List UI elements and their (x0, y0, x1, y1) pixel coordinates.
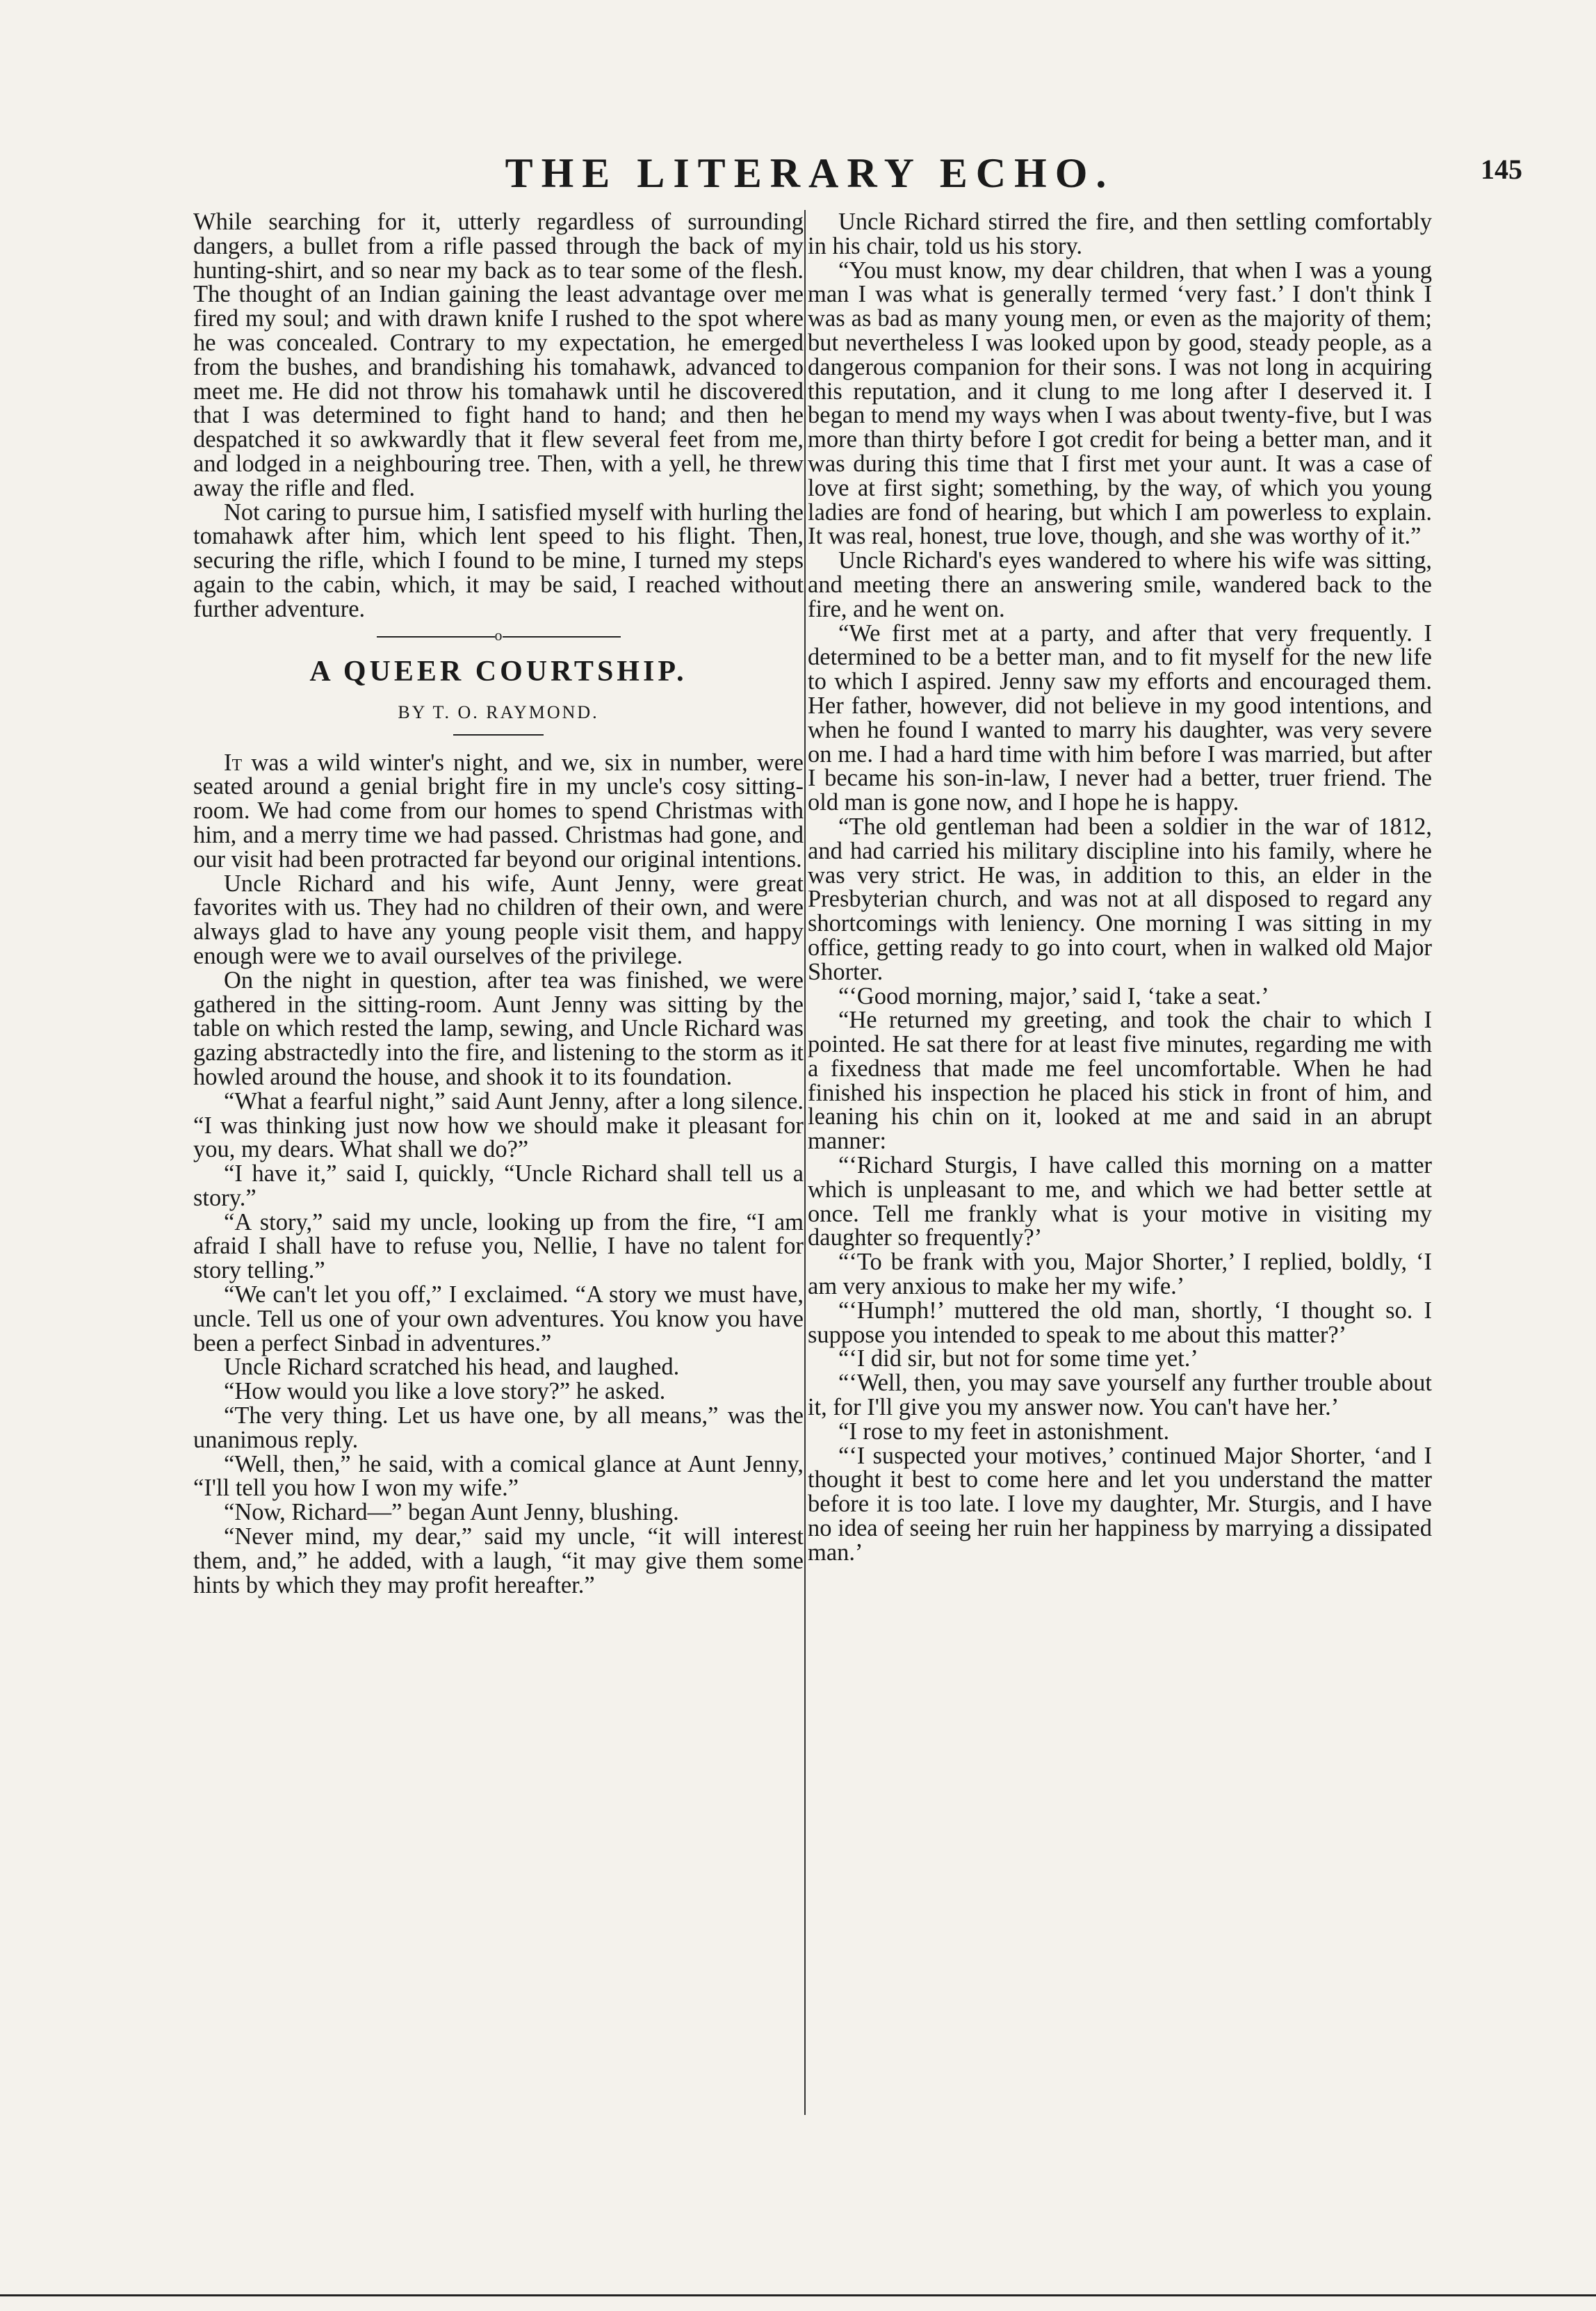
page-number: 145 (1481, 154, 1522, 185)
paragraph: “‘I did sir, but not for some time yet.’ (838, 1345, 1198, 1372)
paragraph: “We can't let you off,” I exclaimed. “A story we must have, uncle. Tell us one of your own adventures. You know you have been a perfect Sinbad in adventures.” (193, 1281, 804, 1356)
paragraph: “The old gentleman had been a soldier in the war of 1812, and had carried his military discipline into his family, where he was very strict. He was, in addition to this, an elder in the Presbyterian church, and was not at all disposed to regard any shortcomings with leniency. One morning I was sitting in my office, getting ready to go into court, when in walked old Major Shorter. (808, 813, 1432, 985)
scan-edge-rule (0, 2294, 1596, 2296)
paragraph: “The very thing. Let us have one, by all means,” was the unanimous reply. (193, 1402, 804, 1453)
opening-text: was a wild winter's night, and we, six in number, were seated around a genial bright fire in my uncle's cosy sitting-room. We had come from our homes to spend Christmas with him, and a merry time we had passed. Christmas had gone, and our visit had been protracted far beyond our original intentions. (193, 749, 804, 873)
story-byline: BY T. O. RAYMOND. (398, 702, 599, 722)
paragraph: “‘Humph!’ muttered the old man, shortly, ‘I thought so. I suppose you intended to speak to me about this matter?’ (808, 1297, 1432, 1348)
story-title: A QUEER COURTSHIP. (309, 655, 687, 688)
paragraph: On the night in question, after tea was finished, we were gathered in the sitting-room. Aunt Jenny was sitting by the table on which rested the lamp, sewing, and Uncle Richard was gazing abstractedly into the fire, and listening to the storm as it howled around the house, and shook it to its foundation. (193, 966, 804, 1090)
paragraph: Uncle Richard stirred the fire, and then settling comfortably in his chair, told us his story. (808, 209, 1432, 259)
paragraph: Not caring to pursue him, I satisfied myself with hurling the tomahawk after him, which lent speed to his flight. Then, securing the rifle, which I found to be mine, I turned my steps again to the cabin, which, it may be said, I reached without further adventure. (193, 498, 804, 622)
column-divider (804, 210, 806, 2115)
paragraph: “‘I suspected your motives,’ continued Major Shorter, ‘and I thought it best to come here and let you understand the matter before it is too late. I love my daughter, Mr. Sturgis, and I have no idea of seeing her ruin her happiness by marrying a dissipated man.’ (808, 1442, 1432, 1566)
section-ornament (193, 627, 804, 644)
page-header (188, 149, 1522, 198)
paragraph: “We first met at a party, and after that very frequently. I determined to be a better man, and to fit myself for the new life to which I aspired. Jenny saw my efforts and encouraged them. Her father, however, did not believe in my good intentions, and when he found I wanted to marry his daughter, was very severe on me. I had a hard time with him before I was married, but after I became his son-in-law, I never had a better, truer friend. The old man is gone now, and I hope he is happy. (808, 619, 1432, 816)
paragraph: “How would you like a love story?” he asked. (224, 1378, 666, 1405)
paragraph: “I have it,” said I, quickly, “Uncle Richard shall tell us a story.” (193, 1160, 804, 1211)
opening-paragraph (193, 751, 804, 872)
paragraph: “He returned my greeting, and took the chair to which I pointed. He sat there for at least five minutes, regarding me with a fixedness that made me feel uncomfortable. When he had finished his inspection he placed his stick in front of him, and leaning his chin on it, looked at me and said in an abrupt manner: (808, 1007, 1432, 1155)
ornament-mark: o (494, 626, 503, 644)
paragraph: “‘To be frank with you, Major Shorter,’ I replied, boldly, ‘I am very anxious to make her my wife.’ (808, 1249, 1432, 1300)
paragraph: Uncle Richard's eyes wandered to where his wife was sitting, and meeting there an answering smile, wandered back to the fire, and he went on. (808, 547, 1432, 622)
left-column (193, 210, 804, 1597)
paragraph: “Never mind, my dear,” said my uncle, “it will interest them, and,” he added, with a laugh, “it may give them some hints by which they may profit hereafter.” (193, 1523, 804, 1598)
title-rule (453, 734, 544, 736)
paragraph: “A story,” said my uncle, looking up from the fire, “I am afraid I shall have to refuse you, Nellie, I have no talent for story telling.” (193, 1208, 804, 1284)
paragraph: Uncle Richard and his wife, Aunt Jenny, were great favorites with us. They had no children of their own, and were always glad to have any young people visit them, and happy enough were we to avail ourselves of the privilege. (193, 870, 804, 969)
paragraph: “‘Well, then, you may save yourself any further trouble about it, for I'll give you my answer now. You can't have her.’ (808, 1370, 1432, 1421)
masthead-title: THE LITERARY ECHO. (505, 150, 1115, 196)
paragraph: While searching for it, utterly regardless of surrounding dangers, a bullet from a rifle passed through the back of my hunting-shirt, and so near my back as to tear some of the flesh. The thought of an Indian gaining the least advantage over me fired my soul; and with drawn knife I rushed to the spot where he was concealed. Contrary to my expectation, he emerged from the bushes, and brandishing his tomahawk, advanced to meet me. He did not throw his tomahawk until he discovered that I was determined to fight hand to hand; and then he despatched it so awkwardly that it flew several feet from me, and lodged in a neighbouring tree. Then, with a yell, he threw away the rifle and fled. (193, 209, 804, 501)
paragraph: “Now, Richard—” began Aunt Jenny, blushing. (224, 1499, 679, 1526)
paragraph: “I rose to my feet in astonishment. (838, 1418, 1170, 1445)
paragraph: “Well, then,” he said, with a comical glance at Aunt Jenny, “I'll tell you how I won my wife.” (193, 1450, 804, 1502)
paragraph: “What a fearful night,” said Aunt Jenny, after a long silence. “I was thinking just now how we should make it pleasant for you, my dears. What shall we do?” (193, 1087, 804, 1163)
paragraph: Uncle Richard scratched his head, and laughed. (224, 1354, 680, 1381)
paragraph: “You must know, my dear children, that when I was a young man I was what is generally termed ‘very fast.’ I don't think I was as bad as many young men, or even as the majority of them; but nevertheless I was looked upon by good, steady people, as a dangerous companion for their sons. I was not long in acquiring this reputation, and it clung to me long after I deserved it. I began to mend my ways when I was about twenty-five, but I was more than thirty before I got credit for being a better man, and it was during this time that I first met your aunt. It was a case of love at first sight; something, by the way, of which you young ladies are fond of hearing, but which I am powerless to explain. It was real, honest, true love, though, and she was worthy of it.” (808, 257, 1432, 550)
right-column (808, 210, 1432, 1565)
opening-word: It (224, 749, 243, 776)
paragraph: “‘Richard Sturgis, I have called this morning on a matter which is unpleasant to me, and which we had better settle at once. Tell me frankly what is your motive in visiting my daughter so frequently?’ (808, 1152, 1432, 1251)
paragraph: “‘Good morning, major,’ said I, ‘take a seat.’ (838, 982, 1269, 1009)
